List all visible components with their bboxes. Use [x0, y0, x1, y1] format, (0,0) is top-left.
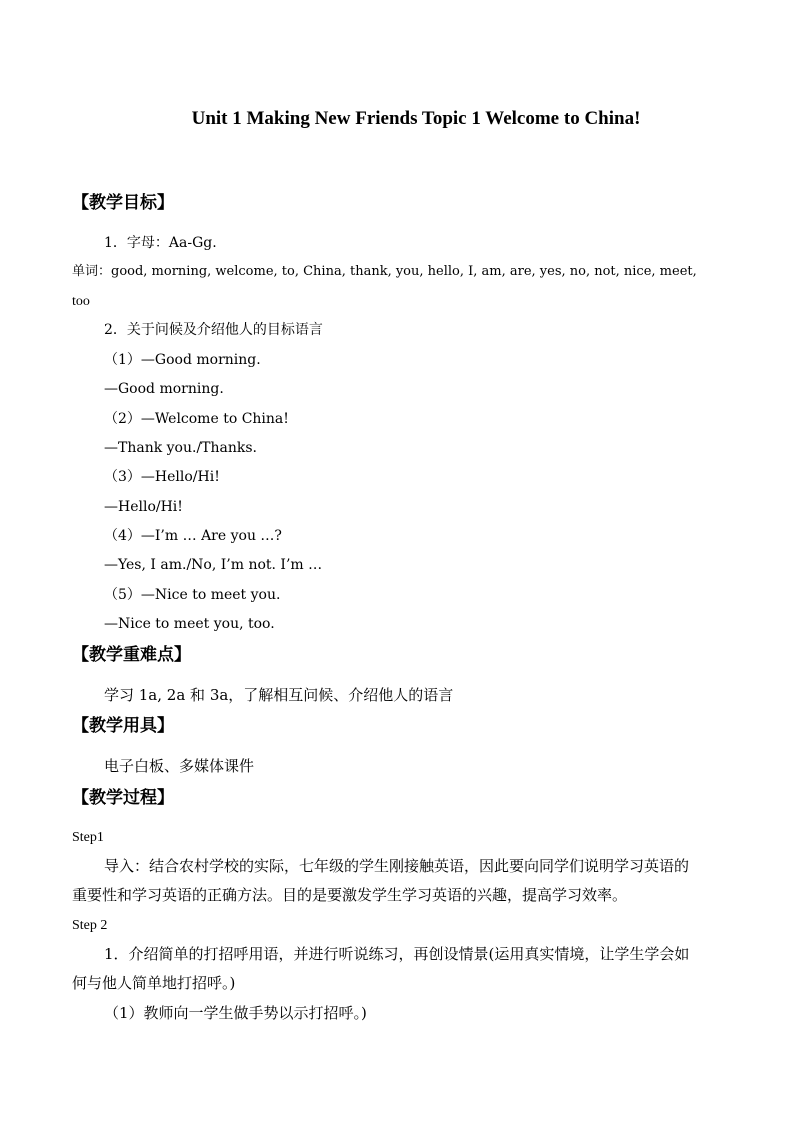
dialogue-line: —Yes, I am./No, I’m not. I’m … — [104, 557, 323, 573]
key-points-text: 学习 1a, 2a 和 3a，了解相互问候、介绍他人的语言 — [104, 686, 454, 704]
step1-label: Step1 — [72, 830, 104, 845]
dialogue-line: —Good morning. — [104, 381, 224, 397]
language-goal-line: 2．关于问候及介绍他人的目标语言 — [104, 322, 323, 338]
step2-line: （1）教师向一学生做手势以示打招呼。) — [104, 1004, 367, 1022]
step1-line: 重要性和学习英语的正确方法。目的是要激发学生学习英语的兴趣，提高学习效率。 — [72, 886, 628, 904]
dialogue-line: （4）—I’m … Are you …? — [104, 528, 282, 544]
dialogue-line: （3）—Hello/Hi! — [104, 469, 220, 485]
step1-line: 导入：结合农村学校的实际，七年级的学生刚接触英语，因此要向同学们说明学习英语的 — [104, 857, 690, 875]
dialogue-line: （5）—Nice to meet you. — [104, 587, 281, 603]
dialogue-line: —Hello/Hi! — [104, 499, 183, 515]
dialogue-line: —Nice to meet you, too. — [104, 616, 275, 632]
objectives-heading: 【教学目标】 — [72, 193, 174, 213]
key-points-heading: 【教学重难点】 — [72, 645, 191, 665]
dialogue-line: —Thank you./Thanks. — [104, 440, 258, 456]
words-line-1: 单词：good, morning, welcome, to, China, thank, you, hello, I, am, are, yes, no, not, nice, meet, — [72, 264, 697, 279]
document-title: Unit 1 Making New Friends Topic 1 Welcome to China! — [191, 108, 641, 129]
step2-line: 何与他人简单地打招呼。) — [72, 974, 236, 992]
step2-line: 1．介绍简单的打招呼用语，并进行听说练习，再创设情景(运用真实情境，让学生学会如 — [104, 945, 690, 963]
dialogue-line: （2）—Welcome to China! — [104, 411, 289, 427]
process-heading: 【教学过程】 — [72, 788, 174, 808]
step2-label: Step 2 — [72, 918, 108, 933]
words-line-2: too — [72, 294, 90, 309]
letters-line: 1．字母：Aa-Gg. — [104, 235, 217, 251]
tools-heading: 【教学用具】 — [72, 716, 174, 736]
tools-text: 电子白板、多媒体课件 — [104, 757, 255, 775]
dialogue-line: （1）—Good morning. — [104, 352, 261, 368]
